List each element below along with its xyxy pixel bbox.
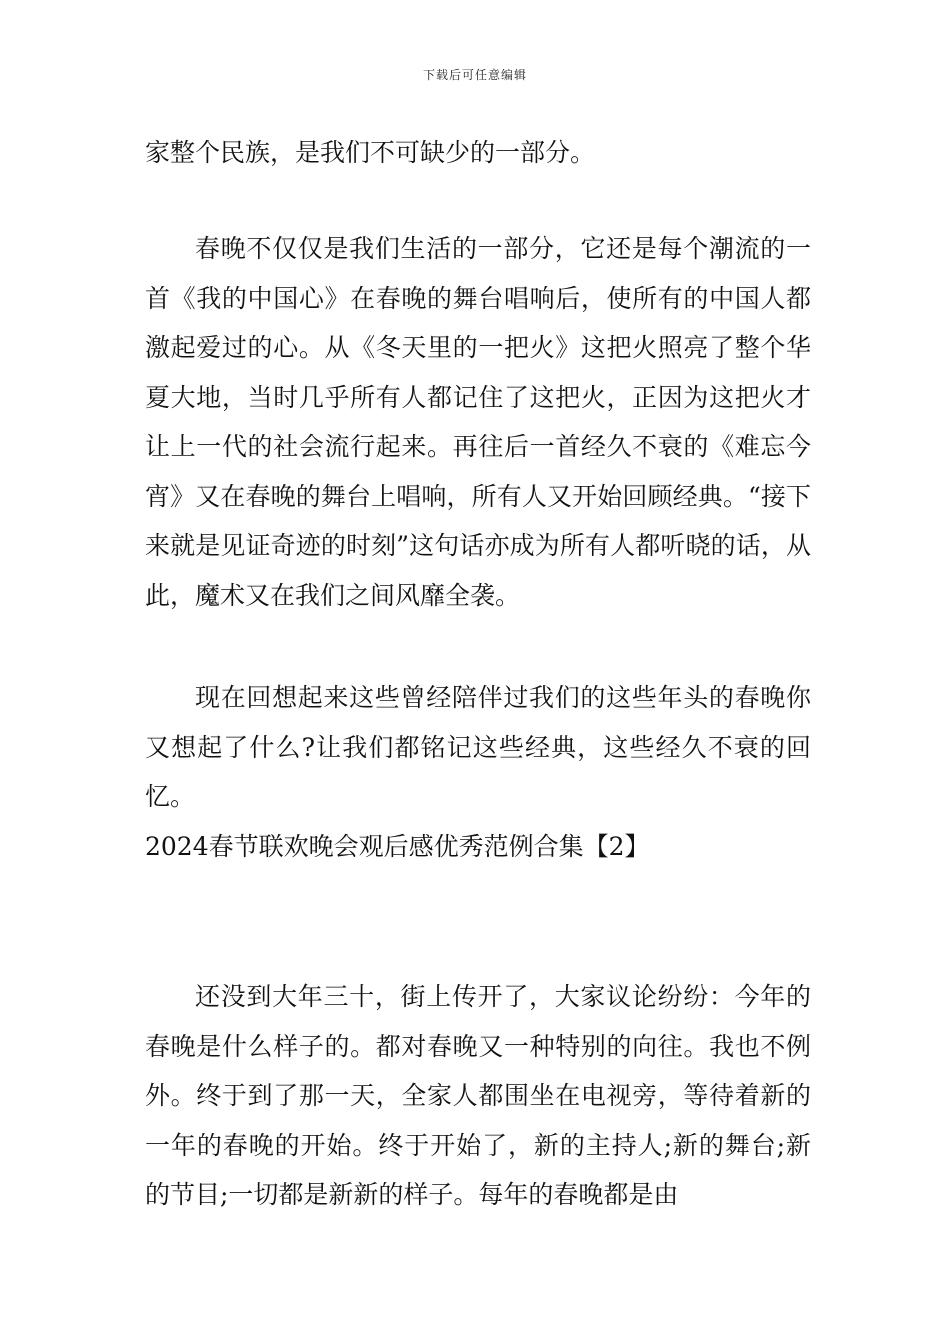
section-heading: 2024春节联欢晚会观后感优秀范例合集【2】 <box>145 832 650 861</box>
paragraph-new-year-eve: 还没到大年三十，街上传开了，大家议论纷纷：今年的春晚是什么样子的。都对春晚又一种特别的向往。我也不例外。终于到了那一天，全家人都围坐在电视旁，等待着新的一年的春晚的开始。终于开始了，新的主持人;新的舞台;新的节目;一切都是新新的样子。每年的春晚都是由 <box>145 982 811 1209</box>
paragraph-continuation: 家整个民族，是我们不可缺少的一部分。 <box>145 138 596 167</box>
page-header-note: 下载后可任意编辑 <box>422 68 527 82</box>
paragraph-spring-gala-songs: 春晚不仅仅是我们生活的一部分，它还是每个潮流的一首《我的中国心》在春晚的舞台唱响后，使所有的中国人都激起爱过的心。从《冬天里的一把火》这把火照亮了整个华夏大地，当时几乎所有人都记住了这把火，正因为这把火才让上一代的社会流行起来。再往后一首经久不衰的《难忘今宵》又在春晚的舞台上唱响，所有人又开始回顾经典。“接下来就是见证奇迹的时刻”这句话亦成为所有人都听晓的话，从此，魔术又在我们之间风靡全袭。 <box>145 234 811 610</box>
paragraph-recollection: 现在回想起来这些曾经陪伴过我们的这些年头的春晚你又想起了什么?让我们都铭记这些经典，这些经久不衰的回忆。 <box>145 683 811 811</box>
